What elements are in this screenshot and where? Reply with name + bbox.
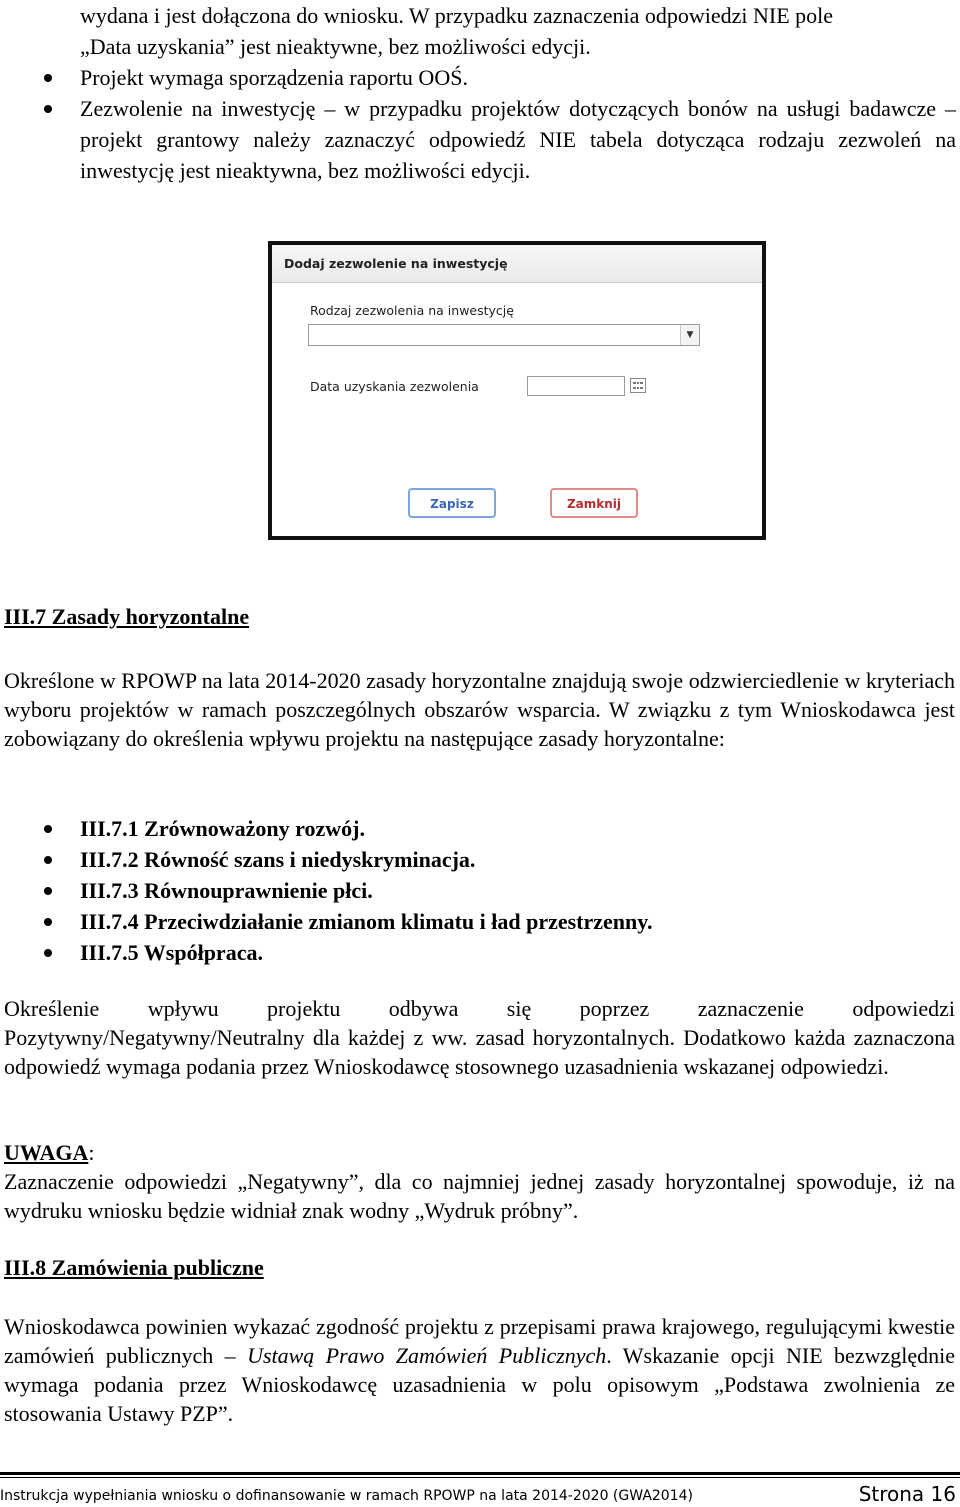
principles-list — [80, 813, 653, 968]
paragraph: Określone w RPOWP na lata 2014-2020 zasady horyzontalne znajdują swoje odzwierciedlenie w kryteriach wyboru projektów w ramach poszczególnych obszarów wsparcia. W związku z tym Wnioskodawca jest zobowiązany do określenia wpływu projektu na następujące zasady horyzontalne: — [4, 668, 955, 751]
bullet-icon — [44, 918, 52, 926]
dialog-title: Dodaj zezwolenie na inwestycję — [272, 245, 762, 283]
paragraph-text: Wnioskodawca powinien wykazać zgodność projektu z przepisami prawa krajowego, regulującymi kwestie zamówień publicznych – — [4, 1314, 955, 1368]
footer-document-title: Instrukcja wypełniania wniosku o dofinansowanie w ramach RPOWP na lata 2014-2020 (GWA2014) — [0, 1488, 693, 1504]
save-button[interactable]: Zapisz — [408, 488, 496, 518]
page-number: Strona 16 — [858, 1482, 956, 1506]
list-item-text: Projekt wymaga sporządzenia raportu OOŚ. — [80, 65, 468, 90]
paragraph: Określenie wpływu projektu odbywa się poprzez zaznaczenie odpowiedzi Pozytywny/Negatywny/Neutralny dla każdej z ww. zasad horyzontalnych. Dodatkowo każda zaznaczona odpowiedź wymaga podania przez Wnioskodawcę stosownego uzasadnienia wskazanej odpowiedzi. — [4, 996, 955, 1079]
list-item-text: „Data uzyskania” jest nieaktywne, bez możliwości edycji. — [80, 34, 591, 59]
bullet-icon — [44, 105, 52, 113]
list-item — [80, 813, 653, 844]
paragraph-text: . Wskazanie opcji NIE bezwzględnie wymaga podania przez Wnioskodawcę uzasadnienia w polu opisowym „Podstawa zwolnienia ze stosowania Ustawy PZP”. — [4, 1343, 955, 1426]
add-permit-dialog — [272, 245, 762, 536]
list-item-text: III.7.5 Współpraca. — [80, 940, 263, 965]
permit-date-input[interactable] — [527, 376, 625, 396]
list-item — [80, 62, 956, 93]
list-item — [80, 937, 653, 968]
bullet-icon — [44, 74, 52, 82]
list-item-text: Zezwolenie na inwestycję – w przypadku projektów dotyczących bonów na usługi badawcze – projekt grantowy należy zaznaczyć odpowiedź NIE tabela dotycząca rodzaju zezwoleń na inwestycję jest nieaktywna, bez możliwości edycji. — [80, 96, 956, 183]
bullet-icon — [44, 856, 52, 864]
section-heading: III.8 Zamówienia publiczne — [4, 1255, 264, 1280]
list-item — [80, 875, 653, 906]
permit-date-label: Data uzyskania zezwolenia — [310, 379, 479, 394]
note-colon: : — [88, 1140, 95, 1165]
bullet-icon — [44, 949, 52, 957]
footer-divider — [0, 1472, 960, 1475]
section-heading: III.7 Zasady horyzontalne — [4, 604, 250, 629]
close-button[interactable]: Zamknij — [550, 488, 638, 518]
list-item-text: III.7.1 Zrównoważony rozwój. — [80, 816, 365, 841]
calendar-icon[interactable] — [630, 378, 646, 393]
top-bullet-list — [80, 0, 956, 186]
permit-type-select[interactable] — [308, 324, 700, 346]
list-item — [80, 0, 956, 62]
list-item-text: III.7.4 Przeciwdziałanie zmianom klimatu i ład przestrzenny. — [80, 909, 653, 934]
bullet-icon — [44, 887, 52, 895]
list-item — [80, 844, 653, 875]
note-heading — [4, 1138, 955, 1167]
dialog-screenshot — [268, 241, 766, 540]
law-name: Ustawą Prawo Zamówień Publicznych — [247, 1343, 607, 1368]
list-item — [80, 93, 956, 186]
chevron-down-icon[interactable]: ▼ — [680, 325, 699, 345]
permit-type-label: Rodzaj zezwolenia na inwestycję — [310, 303, 514, 318]
list-item-text: III.7.3 Równouprawnienie płci. — [80, 878, 373, 903]
footer-divider — [0, 1477, 960, 1478]
list-item-text: wydana i jest dołączona do wniosku. W przypadku zaznaczenia odpowiedzi NIE pole — [80, 3, 834, 28]
bullet-icon — [44, 825, 52, 833]
paragraph — [4, 1312, 955, 1428]
list-item-text: III.7.2 Równość szans i niedyskryminacja. — [80, 847, 476, 872]
list-item — [80, 906, 653, 937]
note-paragraph: Zaznaczenie odpowiedzi „Negatywny”, dla co najmniej jednej zasady horyzontalnej spowoduje, iż na wydruku wniosku będzie widniał znak wodny „Wydruk próbny”. — [4, 1169, 955, 1223]
note-label: UWAGA — [4, 1140, 89, 1165]
